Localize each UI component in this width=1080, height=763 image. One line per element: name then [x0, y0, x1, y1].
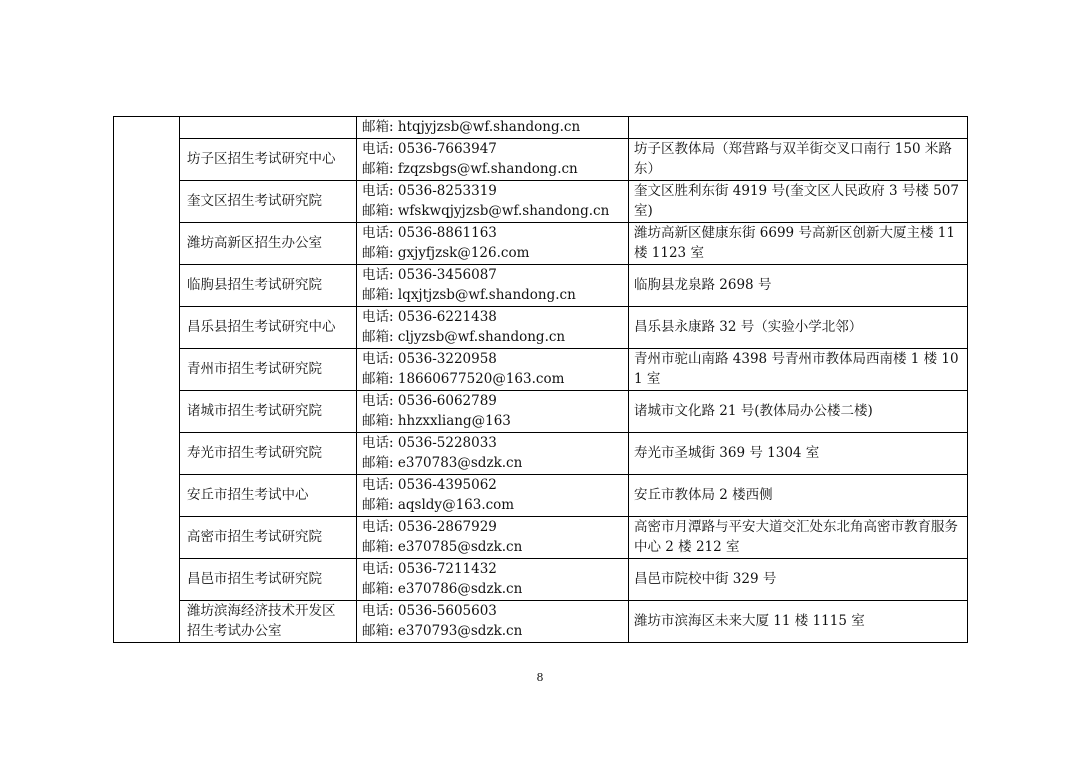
email-label: 邮箱: [362, 245, 394, 261]
address-cell [629, 222, 968, 264]
address-cell [629, 138, 968, 180]
phone-line [362, 223, 624, 244]
phone-label: 电话: [362, 182, 394, 199]
address-cell [629, 180, 968, 222]
address-cell [629, 117, 968, 139]
email-value: hhzxxliang@163 [397, 413, 511, 429]
phone-value: 0536-3456087 [397, 266, 497, 283]
institution-name: 奎文区招生考试研究院 [187, 192, 322, 209]
email-label: 邮箱: [362, 413, 394, 429]
email-label: 邮箱: [362, 329, 394, 345]
email-line [362, 285, 624, 306]
phone-line [362, 601, 624, 622]
address-cell [629, 474, 968, 516]
phone-value: 0536-2867929 [397, 518, 497, 535]
address-cell [629, 600, 968, 642]
contact-cell [357, 474, 629, 516]
phone-value: 0536-6062789 [397, 392, 497, 409]
email-value: e370783@sdzk.cn [397, 455, 523, 471]
address-cell [629, 264, 968, 306]
contact-cell [357, 117, 629, 139]
phone-label: 电话: [362, 350, 394, 367]
email-label: 邮箱: [362, 287, 394, 303]
phone-line [362, 517, 624, 538]
address-cell [629, 558, 968, 600]
table-row [114, 390, 968, 432]
name-cell [180, 474, 357, 516]
address-cell [629, 516, 968, 558]
email-label: 邮箱: [362, 161, 394, 177]
address-text: 诸城市文化路 21 号(教体局办公楼二楼) [634, 402, 873, 419]
address-cell [629, 348, 968, 390]
email-label: 邮箱: [362, 497, 394, 513]
table-row [114, 348, 968, 390]
phone-label: 电话: [362, 308, 394, 325]
table-row [114, 516, 968, 558]
address-text: 昌邑市院校中街 329 号 [634, 570, 777, 587]
institution-name: 寿光市招生考试研究院 [187, 444, 322, 461]
address-cell [629, 390, 968, 432]
phone-label: 电话: [362, 476, 394, 493]
institution-name: 坊子区招生考试研究中心 [187, 150, 336, 167]
address-text: 临朐县龙泉路 2698 号 [634, 276, 772, 293]
contact-cell [357, 306, 629, 348]
address-text: 安丘市教体局 2 楼西侧 [634, 486, 773, 503]
institution-name: 临朐县招生考试研究院 [187, 276, 322, 293]
email-line [362, 495, 624, 516]
institution-name: 昌乐县招生考试研究中心 [187, 318, 336, 335]
contact-cell [357, 348, 629, 390]
contact-cell [357, 180, 629, 222]
contact-cell [357, 600, 629, 642]
address-text: 坊子区教体局（郑营路与双羊街交叉口南行 150 米路东） [634, 140, 952, 177]
email-value: fzqzsbgs@wf.shandong.cn [397, 161, 578, 177]
email-value: e370793@sdzk.cn [397, 623, 523, 639]
phone-label: 电话: [362, 140, 394, 157]
email-line [362, 369, 624, 390]
name-cell [180, 138, 357, 180]
email-label: 邮箱: [362, 623, 394, 639]
email-label: 邮箱: [362, 455, 394, 471]
contact-cell [357, 222, 629, 264]
address-text: 潍坊高新区健康东街 6699 号高新区创新大厦主楼 11 楼 1123 室 [634, 224, 955, 261]
phone-value: 0536-7211432 [397, 560, 497, 577]
email-label: 邮箱: [362, 203, 394, 219]
region-cell [114, 117, 180, 643]
name-cell [180, 180, 357, 222]
name-cell [180, 117, 357, 139]
contact-cell [357, 516, 629, 558]
email-label: 邮箱: [362, 371, 394, 387]
email-value: aqsldy@163.com [397, 497, 515, 513]
phone-label: 电话: [362, 392, 394, 409]
email-value: wfskwqjyjzsb@wf.shandong.cn [397, 203, 610, 219]
name-cell [180, 558, 357, 600]
address-text: 昌乐县永康路 32 号（实验小学北邻） [634, 318, 863, 335]
email-line [362, 537, 624, 558]
table-row [114, 222, 968, 264]
institution-name: 高密市招生考试研究院 [187, 528, 322, 545]
name-cell [180, 264, 357, 306]
phone-label: 电话: [362, 560, 394, 577]
email-line [362, 453, 624, 474]
email-line [362, 411, 624, 432]
table-row [114, 432, 968, 474]
address-text: 奎文区胜利东街 4919 号(奎文区人民政府 3 号楼 507 室) [634, 182, 959, 219]
table-row [114, 600, 968, 642]
contact-cell [357, 264, 629, 306]
table-row [114, 558, 968, 600]
institution-name: 安丘市招生考试中心 [187, 486, 309, 503]
address-text: 高密市月潭路与平安大道交汇处东北角高密市教育服务中心 2 楼 212 室 [634, 518, 958, 555]
phone-value: 0536-8253319 [397, 182, 497, 199]
phone-value: 0536-3220958 [397, 350, 497, 367]
phone-line [362, 349, 624, 370]
phone-value: 0536-8861163 [397, 224, 497, 241]
name-cell [180, 348, 357, 390]
page-number: 8 [536, 671, 544, 684]
email-value: e370786@sdzk.cn [397, 581, 523, 597]
phone-label: 电话: [362, 224, 394, 241]
institution-name: 青州市招生考试研究院 [187, 360, 322, 377]
institution-name: 昌邑市招生考试研究院 [187, 570, 322, 587]
institution-name: 招生考试办公室 [187, 623, 282, 639]
contact-cell [357, 138, 629, 180]
table-row [114, 117, 968, 139]
contact-cell [357, 432, 629, 474]
institution-name: 诸城市招生考试研究院 [187, 402, 322, 419]
email-line [362, 201, 624, 222]
phone-line [362, 265, 624, 286]
email-line [362, 117, 624, 138]
email-line [362, 243, 624, 264]
address-text: 青州市驼山南路 4398 号青州市教体局西南楼 1 楼 101 室 [634, 350, 959, 387]
phone-label: 电话: [362, 434, 394, 451]
phone-line [362, 307, 624, 328]
name-cell [180, 516, 357, 558]
email-value: cljyzsb@wf.shandong.cn [397, 329, 566, 345]
contact-table [113, 116, 968, 643]
name-cell [180, 600, 357, 642]
phone-value: 0536-6221438 [397, 308, 497, 325]
phone-line [362, 433, 624, 454]
phone-line [362, 391, 624, 412]
email-line [362, 621, 624, 642]
email-line [362, 327, 624, 348]
email-value: e370785@sdzk.cn [397, 539, 523, 555]
email-label: 邮箱: [362, 539, 394, 555]
phone-value: 0536-5228033 [397, 434, 497, 451]
table-row [114, 306, 968, 348]
name-cell [180, 306, 357, 348]
phone-label: 电话: [362, 266, 394, 283]
institution-name: 潍坊高新区招生办公室 [187, 234, 322, 251]
email-label: 邮箱: [362, 581, 394, 597]
address-cell [629, 432, 968, 474]
table-row [114, 138, 968, 180]
contact-cell [357, 558, 629, 600]
phone-line [362, 559, 624, 580]
institution-name: 潍坊滨海经济技术开发区 [187, 602, 336, 619]
name-cell [180, 432, 357, 474]
email-value: htqjyjzsb@wf.shandong.cn [397, 119, 581, 135]
email-line [362, 159, 624, 180]
email-value: gxjyfjzsk@126.com [397, 245, 530, 261]
table-row [114, 264, 968, 306]
email-value: 18660677520@163.com [397, 371, 565, 387]
address-text: 寿光市圣城街 369 号 1304 室 [634, 444, 820, 461]
name-cell [180, 390, 357, 432]
phone-line [362, 181, 624, 202]
phone-label: 电话: [362, 602, 394, 619]
email-line [362, 579, 624, 600]
table-row [114, 180, 968, 222]
email-label: 邮箱: [362, 119, 394, 135]
phone-line [362, 139, 624, 160]
phone-value: 0536-4395062 [397, 476, 497, 493]
address-cell [629, 306, 968, 348]
contact-cell [357, 390, 629, 432]
table-row [114, 474, 968, 516]
phone-value: 0536-5605603 [397, 602, 497, 619]
address-text: 潍坊市滨海区未来大厦 11 楼 1115 室 [634, 612, 865, 629]
email-value: lqxjtjzsb@wf.shandong.cn [397, 287, 576, 303]
phone-value: 0536-7663947 [397, 140, 497, 157]
table-body [114, 117, 968, 643]
name-cell [180, 222, 357, 264]
phone-line [362, 475, 624, 496]
phone-label: 电话: [362, 518, 394, 535]
